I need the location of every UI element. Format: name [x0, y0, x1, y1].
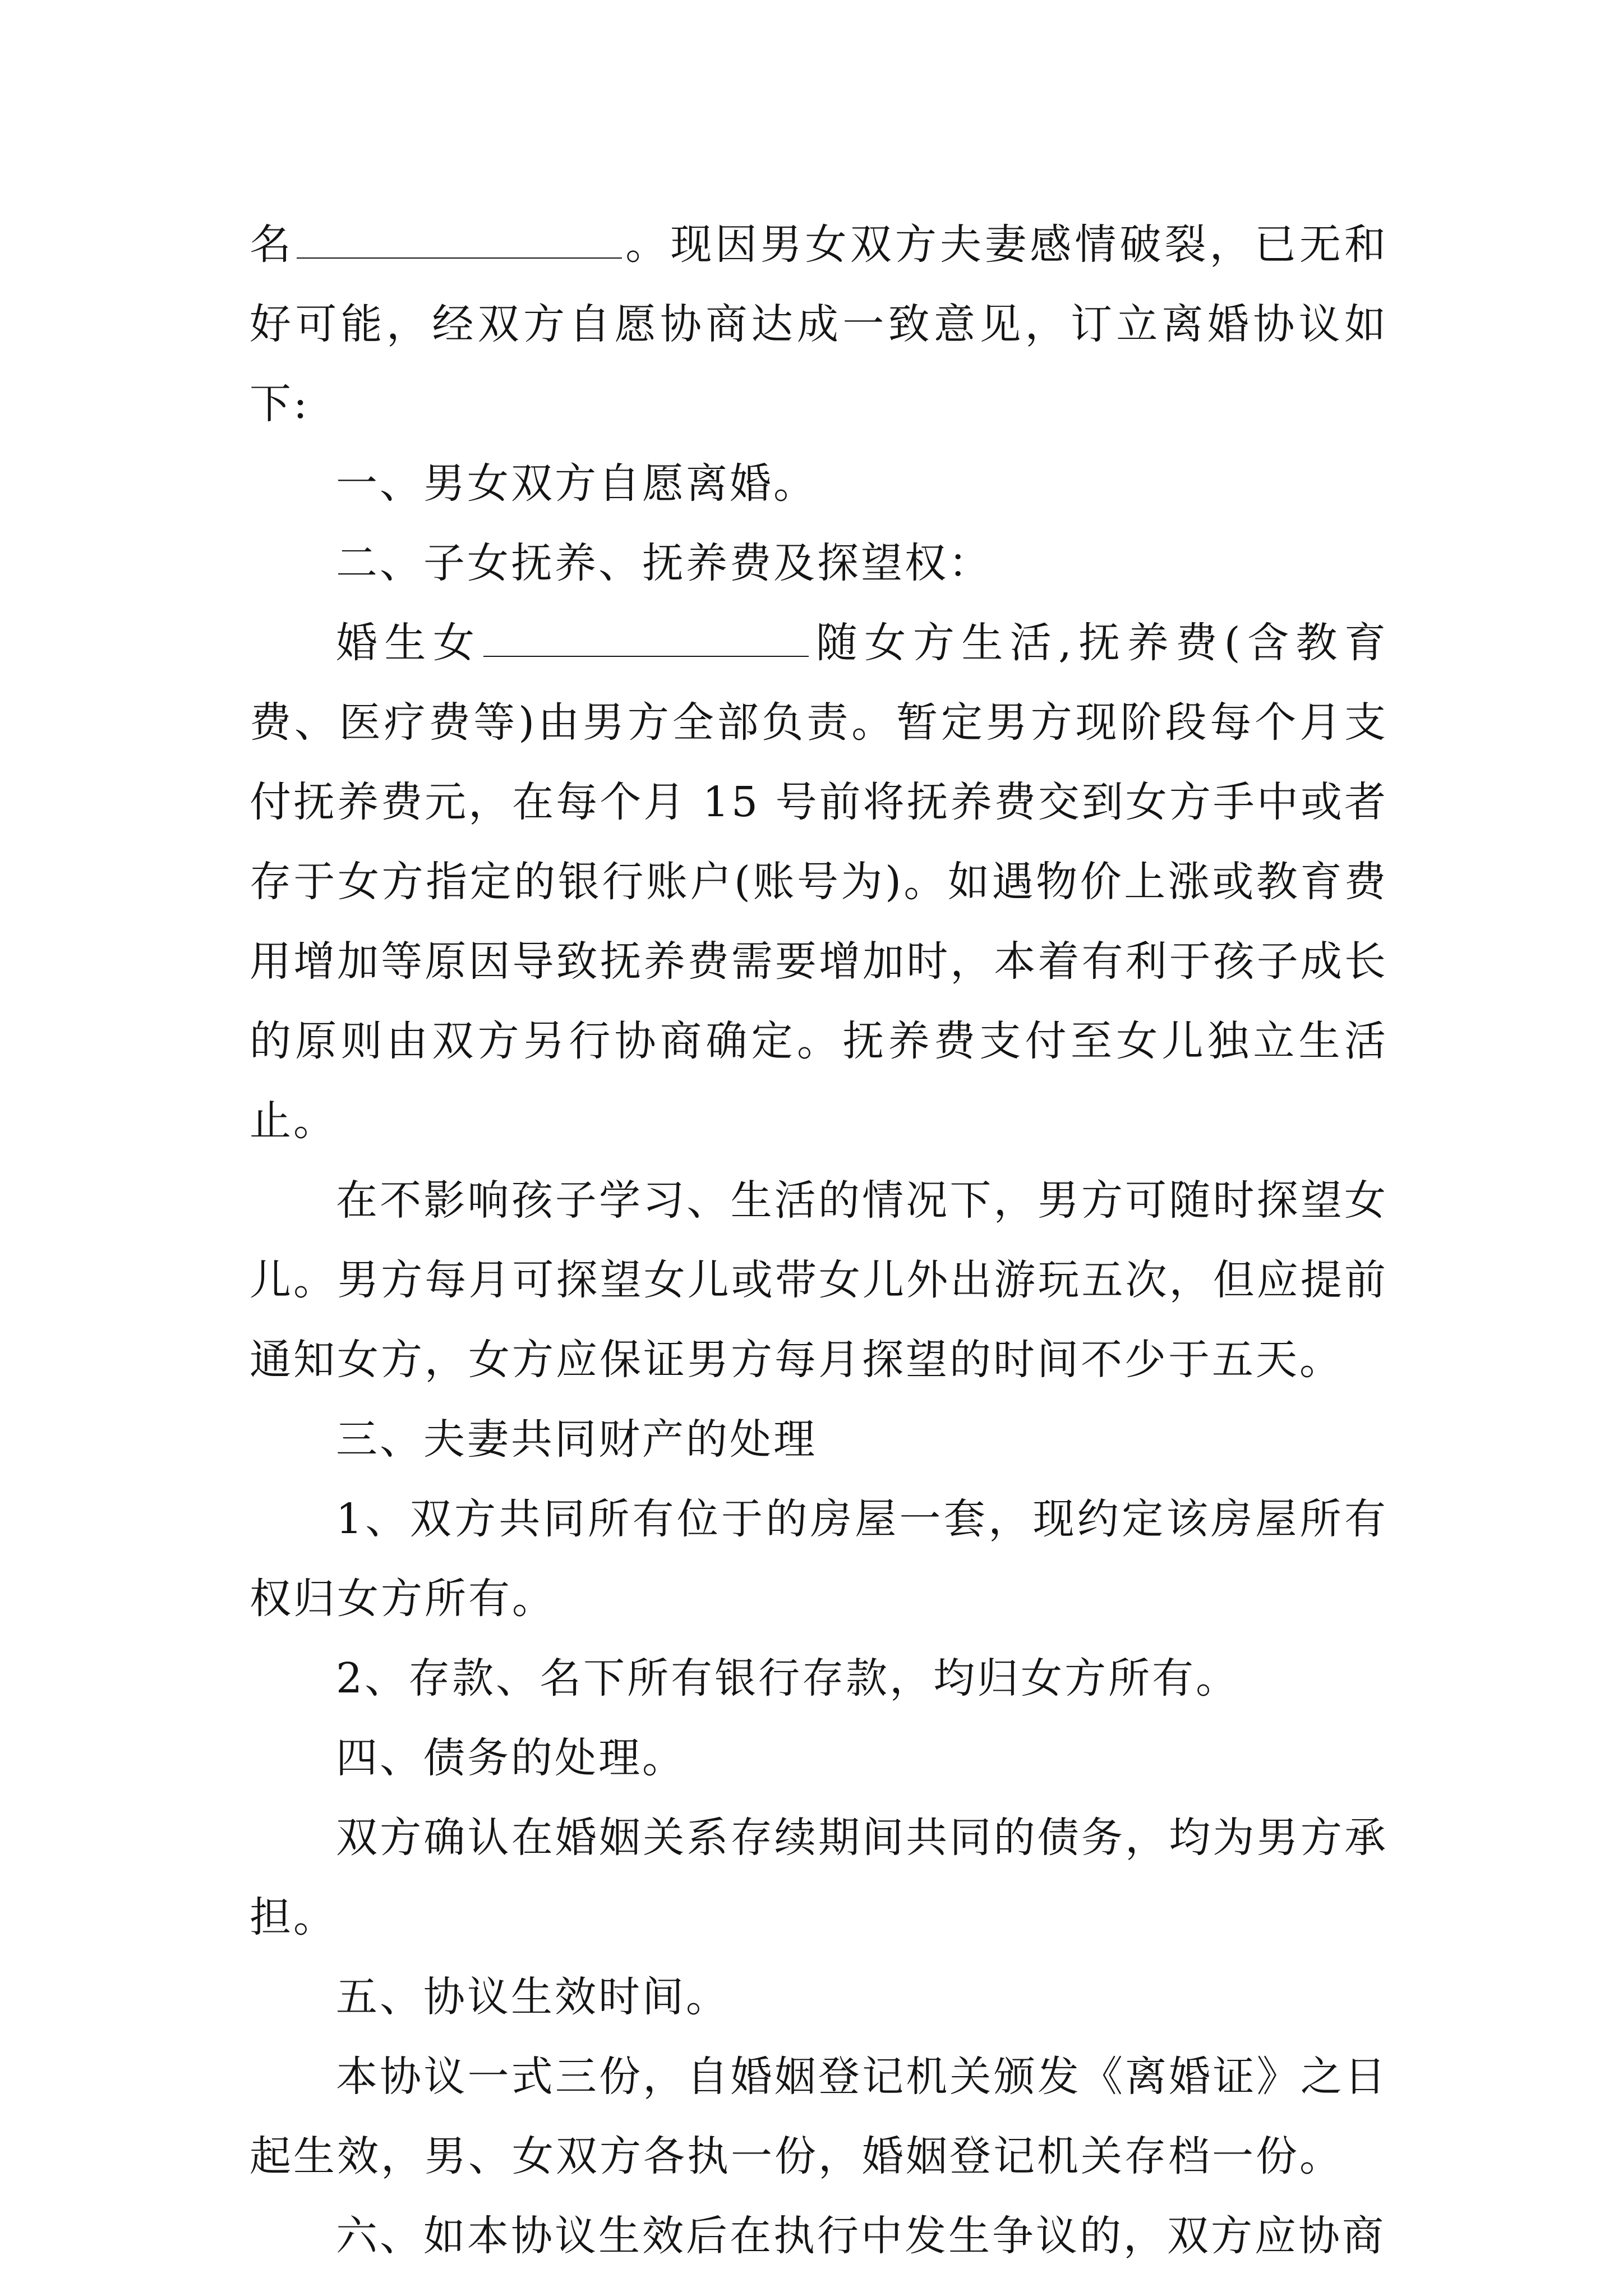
paragraph-disputes: 六、如本协议生效后在执行中发生争议的，双方应协商: [336, 2212, 1386, 2260]
name-blank-line: [297, 224, 622, 259]
paragraph-property-house: 1、双方共同所有位于的房屋一套，现约定该房屋所有权归女方所有。: [250, 1495, 1388, 1623]
text-after-blank: 随女方生活,抚养费(含教育费、医疗费等)由男方全部负责。暂定男方现阶段每个月支付抚养费元，在每个月 15 号前将抚养费交到女方手中或者存于女方指定的银行账户(账号为)。如遇物价上涨或教育费用增加等原因导致抚养费需要增加时，本着有利于孩子成长的原则由双方另行协商确定。抚养费支付至女儿独立生活止。: [250, 619, 1388, 1145]
paragraph-debts: 双方确认在婚姻关系存续期间共同的债务，均为男方承担。: [250, 1814, 1388, 1941]
clause-3-heading: 三、夫妻共同财产的处理: [336, 1415, 817, 1464]
text-before-blank: 名: [250, 220, 295, 269]
paragraph-property-deposits: 2、存款、名下所有银行存款，均归女方所有。: [336, 1654, 1240, 1703]
text-before-blank: 婚生女: [336, 619, 482, 667]
document-body: [250, 205, 1388, 2276]
paragraph-visitation: 在不影响孩子学习、生活的情况下，男方可随时探望女儿。男方每月可探望女儿或带女儿外出游玩五次，但应提前通知女方，女方应保证男方每月探望的时间不少于五天。: [250, 1176, 1388, 1384]
paragraph-child-support: [250, 603, 1388, 1161]
text-after-blank: 。现因男女双方夫妻感情破裂，已无和好可能，经双方自愿协商达成一致意见，订立离婚协议如下:: [250, 220, 1389, 428]
daughter-name-blank-line: [483, 622, 809, 657]
clause-2-heading: 二、子女抚养、抚养费及探望权：: [336, 539, 992, 587]
paragraph-effective: 本协议一式三份，自婚姻登记机关颁发《离婚证》之日起生效，男、女双方各执一份，婚姻登记机关存档一份。: [250, 2053, 1388, 2180]
clause-1-heading: 一、男女双方自愿离婚。: [336, 459, 817, 508]
paragraph-intro: [250, 205, 1388, 444]
clause-4-heading: 四、债务的处理。: [336, 1734, 686, 1782]
clause-5-heading: 五、协议生效时间。: [336, 1973, 730, 2021]
